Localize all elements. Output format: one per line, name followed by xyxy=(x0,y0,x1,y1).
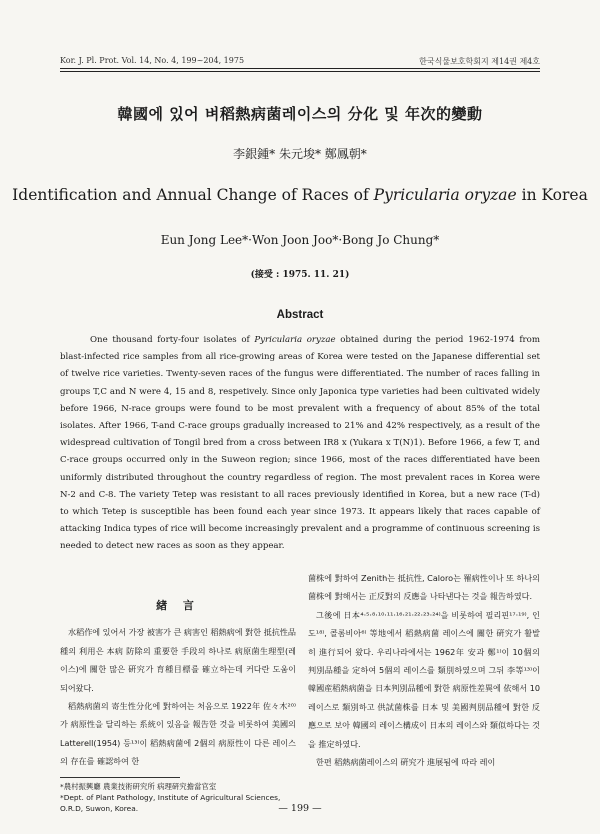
abstract-body xyxy=(60,332,540,556)
intro-paragraph-1: 水稻作에 있어서 가장 被害가 큰 病害인 稻熱病에 對한 抵抗性品種의 利用은 本病 防除의 重要한 手段의 하나로 病原菌生理型(레이스)에 關한 많은 硏究가 育種目標를 確立하는데 커다란 도움이 되어왔다. xyxy=(60,627,296,693)
footnote-affiliation-ko: *農村振興廳 農業技術硏究所 病理硏究擔當官室 xyxy=(60,782,217,791)
abstract-heading: Abstract xyxy=(276,309,324,321)
title-english-prefix: Identification and Annual Change of Races of xyxy=(12,186,374,204)
title-english-suffix: in Korea xyxy=(516,186,588,204)
title-english xyxy=(0,186,600,204)
received-date: (接受 : 1975. 11. 21) xyxy=(250,270,350,280)
abstract-paragraph xyxy=(60,332,540,556)
footnote-affiliation-en: *Dept. of Plant Pathology, Institute of Agricultural Sciences, O.R.D, Suwon, Korea. xyxy=(60,793,281,813)
right-paragraph-3: 한편 稻熱病菌레이스의 硏究가 進展됨에 따라 레이 xyxy=(316,757,496,768)
header-rule-top xyxy=(60,68,540,69)
abstract-text-a: One thousand forty-four isolates of xyxy=(90,335,255,345)
right-paragraph-2: 그後에 日本⁴·⁵·⁸·¹⁰·¹¹·¹⁶·²¹·²²·²³·²⁴⁾을 비롯하여 필리핀¹⁷·¹⁹⁾, 인도¹⁸⁾, 콜롬비아⁶⁾ 等地에서 稻熱病菌 레이스에 關한 硏究가 활발히 進行되어 왔다. 우리나라에서는 1962年 安과 鄭¹⁾이 10個의 判別品種을 定하여 5個의 레이스를 類別하였으며 그뒤 李等¹³⁾이 韓國産稻熱病菌을 日本判別品種에 對한 病原性差異에 依해서 10레이스로 類別하고 供試菌株를 日本 및 美國判別品種에 對한 反應으로 보아 韓國의 레이스構成이 日本의 레이스와 類似하다는 것을 推定하였다. xyxy=(308,609,540,749)
abstract-text-b: obtained during the period 1962-1974 from blast-infected rice samples from all rice-growing areas of Korea were tested on the Japanese differential set of twelve rice varieties. Twenty-seven races of the fungus were differentiated. The number of races falling in groups T,C and N were 4, 15 and 8, respetively. Since only Japonica type varieties had been cultivated widely before 1966, N-race groups were found to be most prevalent with a frequency of about 85% of the total isolates. After 1966, T-and C-race groups gradually increased to 21% and 42% respectively, as a result of the widespread cultivation of Tongil bred from a cross between IR8 x (Yukara x T(N)1). Before 1966, a few T, and C-race groups occurred only in the Suweon region; since 1966, most of the races differentiated have been uniformly distributed throughout the country regardless of region. The most prevalent races in Korea were N-2 and C-8. The variety Tetep was resistant to all races previously identified in Korea, but a new race (T-d) to which Tetep is susceptible has been found each year since 1973. It appears likely that races capable of attacking Indica types of rice will become increasingly prevalent and a programme of continuous screening is needed to detect new races as soon as they appear. xyxy=(60,335,541,552)
title-korean: 韓國에 있어 벼稻熱病菌레이스의 分化 및 年次的變動 xyxy=(117,105,483,123)
authors-english: Eun Jong Lee*·Won Joon Joo*·Bong Jo Chung* xyxy=(160,233,440,247)
footnote-rule xyxy=(60,777,180,778)
intro-paragraph-2: 稻熱病菌의 寄生性分化에 對하여는 처음으로 1922年 佐々木²⁰⁾가 病原性을 달리하는 系統이 있음을 報告한 것을 비롯하여 美國의 Latterell(1954) 등¹³⁾이 稻熱病菌에 2個의 病原性이 다른 레이스의 存在를 確認하여 한 xyxy=(60,701,296,767)
journal-citation: Kor. J. Pl. Prot. Vol. 14, No. 4, 199~204, 1975 xyxy=(60,56,245,65)
header-rule-bottom xyxy=(60,71,540,72)
title-english-species: Pyricularia oryzae xyxy=(373,186,517,204)
authors-korean: 李銀鍾* 朱元埈* 鄭鳳朝* xyxy=(233,147,367,161)
section-heading-introduction: 緖 言 xyxy=(156,599,200,612)
right-column xyxy=(308,569,540,771)
right-paragraph-1: 菌株에 對하여 Zenith는 抵抗性, Caloro는 罹病性이나 또 하나의 菌株에 對해서는 正反對의 反應을 나타낸다는 것을 報告하였다. xyxy=(308,573,540,602)
journal-name-ko: 한국식물보호학회지 제14권 제4호 xyxy=(419,57,540,66)
left-column xyxy=(60,597,296,771)
page-number: — 199 — xyxy=(278,803,322,814)
abstract-species: Pyricularia oryzae xyxy=(254,335,336,345)
